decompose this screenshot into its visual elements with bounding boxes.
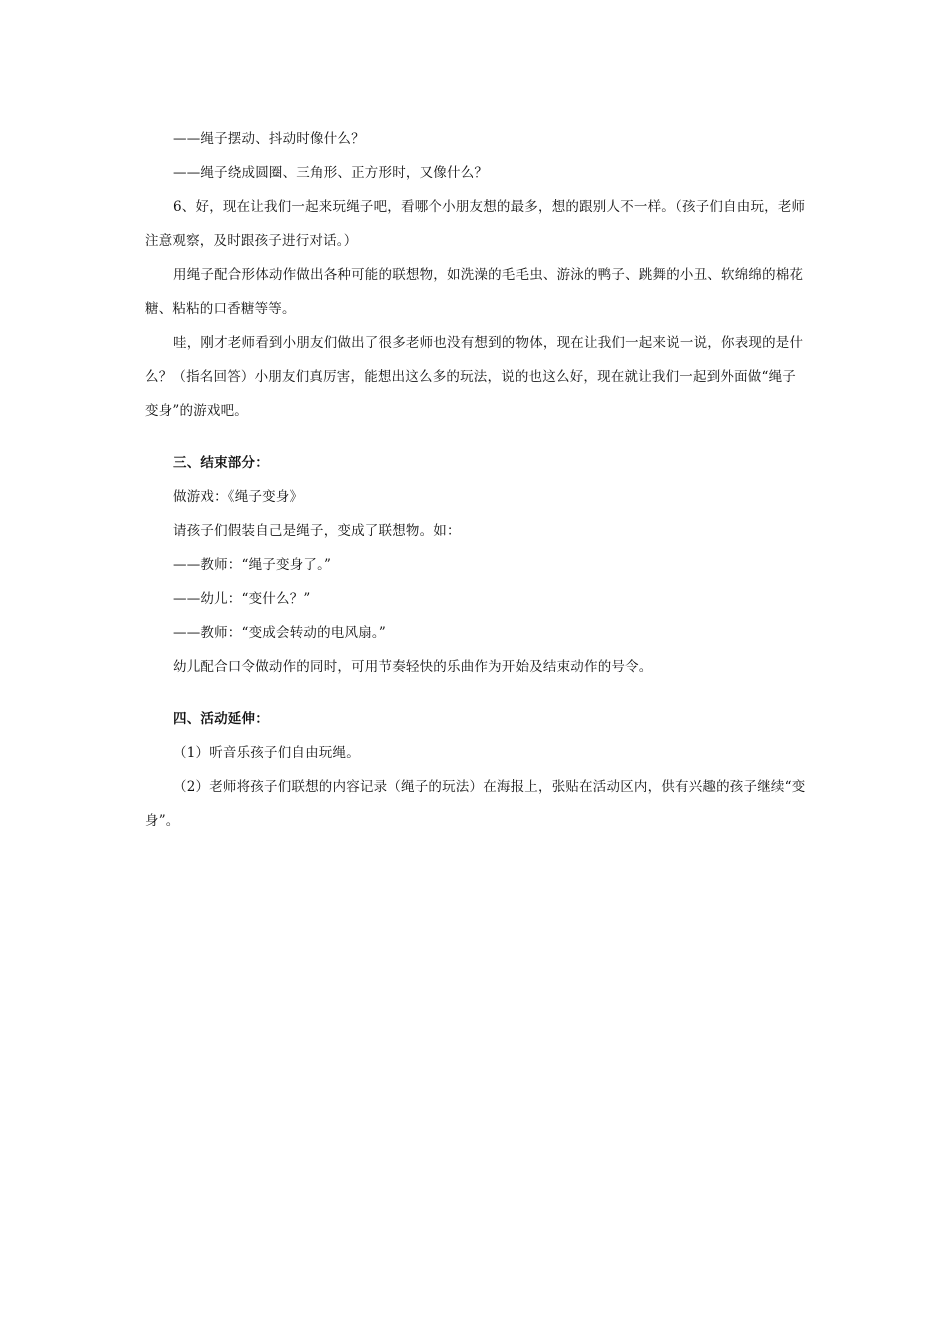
paragraph-rope-swing: ——绳子摆动、抖动时像什么？: [173, 131, 365, 147]
paragraph-game-instruction: 请孩子们假装自己是绳子，变成了联想物。如：: [173, 523, 461, 539]
dialogue-teacher-1: ——教师：“绳子变身了。”: [173, 557, 332, 573]
paragraph-rope-shapes: ——绳子绕成圆圈、三角形、正方形时，又像什么？: [173, 165, 489, 181]
dialogue-child: ——幼儿：“变什么？”: [173, 591, 311, 607]
paragraph-body-movement: 用绳子配合形体动作做出各种可能的联想物，如洗澡的毛毛虫、游泳的鸭子、跳舞的小丑、软绵绵的棉花糖、粘粘的口香糖等等。: [145, 267, 804, 317]
paragraph-extension-2: （2）老师将孩子们联想的内容记录（绳子的玩法）在海报上，张贴在活动区内，供有兴趣的孩子继续“变身”。: [145, 779, 806, 829]
dialogue-teacher-2: ——教师：“变成会转动的电风扇。”: [173, 625, 386, 641]
section-heading-extension: 四、活动延伸：: [173, 711, 269, 727]
paragraph-game-title: 做游戏：《绳子变身》: [173, 489, 304, 505]
document-body: [145, 122, 807, 838]
paragraph-step-6: 6、好，现在让我们一起来玩绳子吧，看哪个小朋友想的最多，想的跟别人不一样。（孩子们自由玩，老师注意观察，及时跟孩子进行对话。）: [145, 199, 806, 249]
paragraph-teacher-summary: 哇，刚才老师看到小朋友们做出了很多老师也没有想到的物体，现在让我们一起来说一说，你表现的是什么？（指名回答）小朋友们真厉害，能想出这么多的玩法，说的也这么好，现在就让我们一起到外面做“绳子变身”的游戏吧。: [145, 335, 804, 419]
paragraph-music-cue: 幼儿配合口令做动作的同时，可用节奏轻快的乐曲作为开始及结束动作的号令。: [173, 659, 653, 675]
section-heading-ending: 三、结束部分：: [173, 455, 269, 471]
paragraph-extension-1: （1）听音乐孩子们自由玩绳。: [173, 745, 360, 761]
